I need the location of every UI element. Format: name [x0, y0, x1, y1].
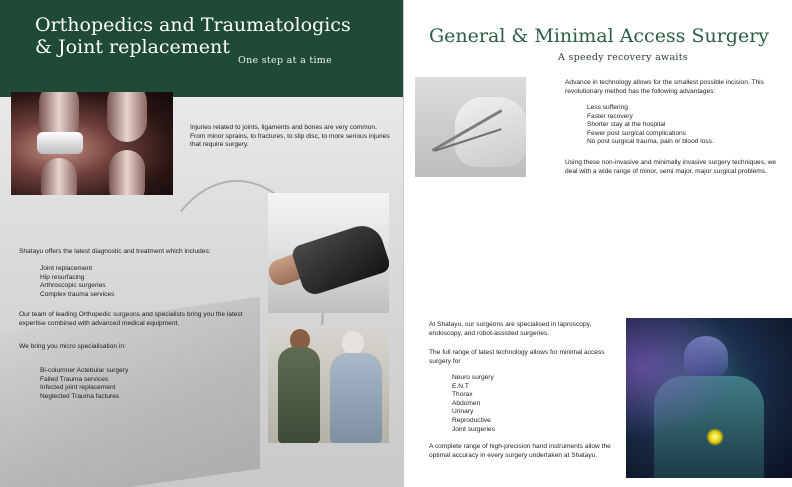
list-item: Reproductive: [452, 416, 491, 424]
range-intro-text: The full range of latest technology allows for minimal access surgery for: [429, 349, 605, 365]
list-item: Infected joint replacement: [40, 384, 116, 392]
services-list: [40, 265, 114, 299]
list-item: Neglected Trauma factures: [40, 392, 120, 400]
rehab-walk-photo: [268, 325, 389, 443]
micro-list: [40, 367, 128, 401]
list-item: Abdomen: [452, 399, 481, 407]
list-item: Thorax: [452, 391, 473, 399]
right-page-tagline: A speedy recovery awaits: [558, 52, 689, 63]
list-item: Joint surgeries: [452, 425, 495, 433]
advantages-list: [587, 104, 714, 147]
micro-intro-text: We bring you micro specialisation in:: [19, 343, 126, 350]
specialised-text: At Shatayu, our surgeons are specialised in laproscopy, endoscopy, and robot-assisted surgeries.: [429, 321, 592, 337]
team-text: Our team of leading Orthopedic surgeons and specialists bring you the latest expertise combined with advanced medical equipment.: [19, 311, 243, 327]
surgeon-operating-photo: [626, 318, 792, 478]
list-item: Faster recovery: [587, 112, 633, 120]
techniques-text: Using these non-invasive and minimally invasive surgery techniques, we deal with a wide range of minor, semi major, major surgical problems.: [565, 159, 777, 175]
left-page-title: Orthopedics and Traumatologics & Joint replacement: [35, 14, 351, 58]
list-item: Failed Trauma services: [40, 375, 109, 383]
knee-xray-photo: [11, 92, 173, 195]
list-item: Joint replacement: [40, 265, 93, 272]
list-item: Fewer post surgical complications: [587, 129, 686, 137]
list-item: Arthroscopic surgeries: [40, 282, 106, 290]
list-item: No post surgical trauma, pain or blood loss.: [587, 138, 714, 146]
list-item: Urinary: [452, 408, 474, 416]
foot-boot-photo: [268, 193, 389, 313]
list-item: Complex trauma services: [40, 290, 115, 298]
list-item: E.N.T: [452, 382, 469, 390]
right-page-general-surgery: [404, 0, 792, 487]
surgical-instruments-photo: [415, 77, 526, 177]
list-item: Shorter stay at the hospital: [587, 121, 666, 129]
advance-text: Advance in technology allows for the smallest possible incision. This revolutionary method has the following advantages:: [565, 79, 764, 95]
list-item: Less suffering: [587, 104, 628, 111]
left-intro-text: Injuries related to joints, ligaments and bones are very common. From minor sprains, to fractures, to slip disc, to more serious injuries that require surgery.: [190, 124, 390, 149]
list-item: Hip resurfacing: [40, 273, 85, 281]
instruments-text: A complete range of high-precision hand instruments allow the optimal accuracy in every surgery undertaken at Shatayu.: [429, 443, 611, 459]
left-page-tagline: One step at a time: [238, 55, 333, 66]
list-item: Neuro surgery: [452, 374, 494, 381]
specialties-list: [452, 374, 495, 434]
list-item: Bi-columner Actebular surgery: [40, 367, 129, 374]
right-page-title: General & Minimal Access Surgery: [429, 25, 770, 47]
services-intro-text: Shatayu offers the latest diagnostic and treatment which includes:: [19, 248, 211, 255]
